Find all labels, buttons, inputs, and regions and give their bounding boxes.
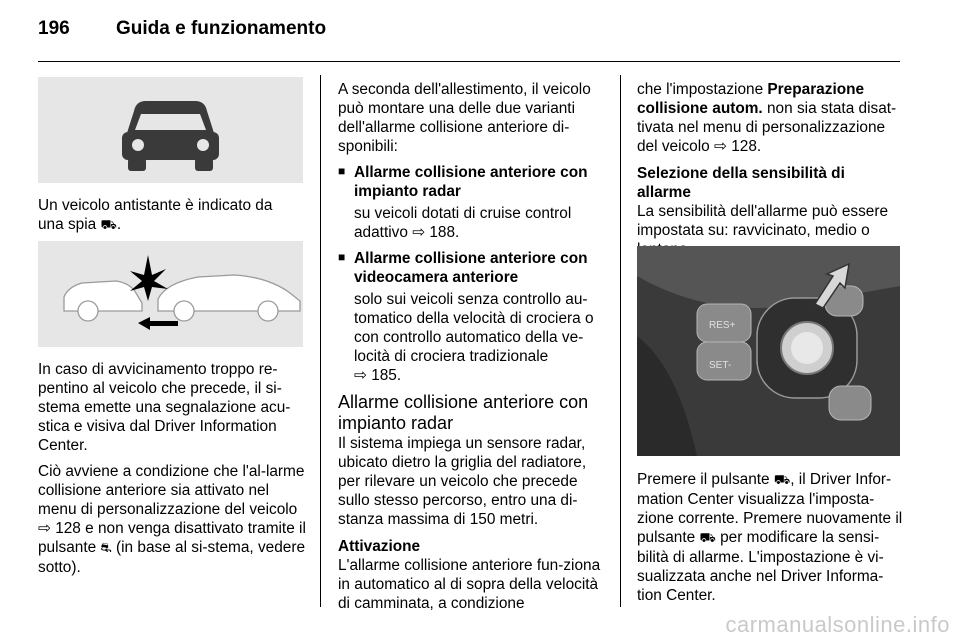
paragraph: che l'impostazione Preparazione collisione autom. non sia stata disat-tivata nel menu di personalizzazione del veicolo ⇨ 128. [637,81,897,155]
sensitivity-button-icon: ⛟ [773,473,791,488]
column-3-text-b [637,470,903,612]
paragraph: Un veicolo antistante è indicato da una spia ⛟. [38,197,273,233]
page-number: 196 [38,18,70,39]
reference-arrow-icon: ⇨ [714,138,727,155]
set-label: SET- [709,360,732,371]
paragraph: In caso di avvicinamento troppo re-pentino al veicolo che precede, il si-stema emette una segnalazione acu-stica e visiva dal Driver Information Center. [38,361,291,454]
column-divider-1 [320,75,321,607]
subsection-title: Selezione della sensibilità di allarme [637,165,845,201]
arrow-left-icon [138,317,178,330]
reference-arrow-icon: ⇨ [412,224,426,241]
steering-wheel-buttons [637,246,900,456]
res-label: RES+ [709,320,736,331]
paragraph: La sensibilità dell'allarme può essere impostata su: ravvicinato, medio o [637,203,889,239]
bullet-text: solo sui veicoli senza controllo au-tomatico della velocità di crociera o con controllo automatico della ve-locità di crociera tradizionale ⇨ 185. [354,291,594,384]
car-warning-icon: ⛟ [100,218,117,233]
paragraph: Ciò avviene a condizione che l'al-larme collisione anteriore sia attivato nel menu di personalizzazione del veicolo ⇨ 128 e non venga disattivato tramite il pulsante ⛐ (in base al si-stema, vedere sotto). [38,463,306,576]
header-rule [38,61,900,62]
collision-illustration [38,241,303,347]
column-divider-2 [620,75,621,607]
figure-steering-wheel-buttons [637,246,900,456]
column-2 [338,80,606,620]
paragraph: Premere il pulsante ⛟, il Driver Infor-mation Center visualizza l'imposta-zione corrente. Premere nuovamente il pulsante ⛟ per modificare la sensi-bilità di allarme. L'impostazione è vi-sualizzata anche nel Driver Informa-tion Center. [637,471,903,604]
column-3-text-a [637,80,903,266]
column-1-text-b [38,360,306,584]
section-title: Allarme collisione anteriore con impianto radar [338,392,589,433]
car-front-icon [38,77,303,183]
page-header-title: Guida e funzionamento [116,18,327,39]
reference-arrow-icon: ⇨ [354,367,367,384]
paragraph: L'allarme collisione anteriore fun-ziona in automatico al di sopra della velocità di camminata, a condizione [338,557,601,612]
collision-off-icon: ⛐ [100,541,112,556]
figure-car-front-icon [38,77,303,183]
bullet-item: ■ Allarme collisione anteriore con impianto radar [338,163,606,201]
paragraph: A seconda dell'allestimento, il veicolo può montare una delle due varianti dell'allarme collisione anteriore di-sponibili: [338,81,591,155]
watermark: carmanualsonline.info [725,612,950,637]
sensitivity-button-icon: ⛟ [699,531,716,546]
reference-arrow-icon: ⇨ [38,520,51,537]
column-1-text-a [38,196,306,242]
bullet-text: su veicoli dotati di cruise control adattivo ⇨ 188. [354,205,572,241]
subsection-title: Attivazione [338,538,421,555]
figure-collision-illustration [38,241,303,347]
bullet-item: ■ Allarme collisione anteriore con videocamera anteriore [338,249,606,287]
paragraph: Il sistema impiega un sensore radar, ubicato dietro la griglia del radiatore, per rilevare un veicolo che precede sullo stesso percorso, entro una di-stanza massima di 150 metri. [338,435,587,528]
